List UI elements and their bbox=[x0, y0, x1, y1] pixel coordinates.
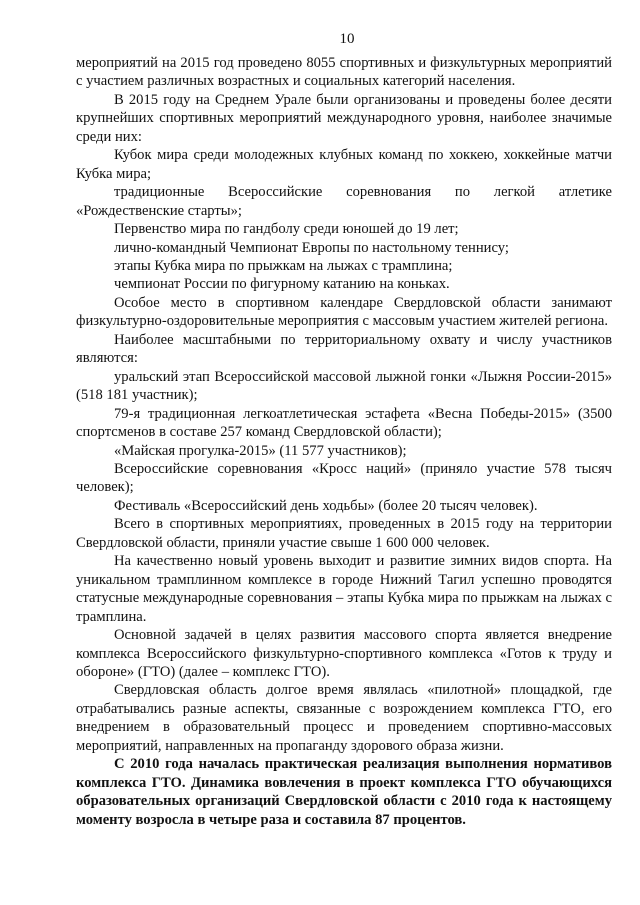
paragraph: Наиболее масштабными по территориальному охвату и числу участников являются: bbox=[76, 331, 612, 367]
paragraph: Особое место в спортивном календаре Свердловской области занимают физкультурно-оздоровительные мероприятия с массовым участием жителей региона. bbox=[76, 294, 612, 330]
paragraph: этапы Кубка мира по прыжкам на лыжах с трамплина; bbox=[114, 257, 453, 274]
paragraph: 79-я традиционная легкоатлетическая эстафета «Весна Победы-2015» (3500 спортсменов в составе 257 команд Свердловской области); bbox=[76, 405, 612, 441]
paragraph: Первенство мира по гандболу среди юношей до 19 лет; bbox=[114, 221, 459, 238]
paragraph: традиционные Всероссийские соревнования по легкой атлетике «Рождественские старты»; bbox=[76, 184, 612, 219]
document-body bbox=[76, 54, 612, 829]
paragraph: лично-командный Чемпионат Европы по настольному теннису; bbox=[114, 239, 509, 256]
paragraph: Всероссийские соревнования «Кросс наций» (приняло участие 578 тысяч человек); bbox=[76, 460, 612, 496]
paragraph: «Майская прогулка-2015» (11 577 участников); bbox=[114, 442, 407, 459]
paragraph: чемпионат России по фигурному катанию на коньках. bbox=[114, 276, 450, 293]
paragraph: Свердловская область долгое время являлась «пилотной» площадкой, где отрабатывались разные аспекты, связанные с возрождением комплекса ГТО, его внедрением в образовательный процесс и проведением спортивно-массовых мероприятий, направленных на пропаганду здорового образа жизни. bbox=[76, 682, 612, 754]
paragraph: В 2015 году на Среднем Урале были организованы и проведены более десяти крупнейших спортивных мероприятий международного уровня, наиболее значимые среди них: bbox=[76, 91, 612, 145]
paragraph: мероприятий на 2015 год проведено 8055 спортивных и физкультурных мероприятий с участием различных возрастных и социальных категорий населения. bbox=[76, 55, 612, 90]
paragraph: С 2010 года началась практическая реализация выполнения нормативов комплекса ГТО. Динамика вовлечения в проект комплекса ГТО обучающихся образовательных организаций Свердловской области с 2010 года к настоящему моменту возросла в четыре раза и составила 87 процентов. bbox=[76, 756, 612, 828]
paragraph: Всего в спортивных мероприятиях, проведенных в 2015 году на территории Свердловской области, приняли участие свыше 1 600 000 человек. bbox=[76, 516, 612, 551]
paragraph: Кубок мира среди молодежных клубных команд по хоккею, хоккейные матчи Кубка мира; bbox=[76, 147, 612, 182]
paragraph: уральский этап Всероссийской массовой лыжной гонки «Лыжня России-2015» (518 181 участник); bbox=[76, 368, 612, 404]
page-number: 10 bbox=[339, 31, 355, 47]
paragraph: Основной задачей в целях развития массового спорта является внедрение комплекса Всероссийского физкультурно-спортивного комплекса «Готов к труду и обороне» (ГТО) (далее – комплекс ГТО). bbox=[76, 627, 612, 680]
paragraph: Фестиваль «Всероссийский день ходьбы» (более 20 тысяч человек). bbox=[114, 497, 538, 514]
paragraph: На качественно новый уровень выходит и развитие зимних видов спорта. На уникальном трамплинном комплексе в городе Нижний Тагил успешно проводятся статусные международные соревнования – этапы Кубка мира по прыжкам на лыжах с трамплина. bbox=[76, 553, 612, 625]
